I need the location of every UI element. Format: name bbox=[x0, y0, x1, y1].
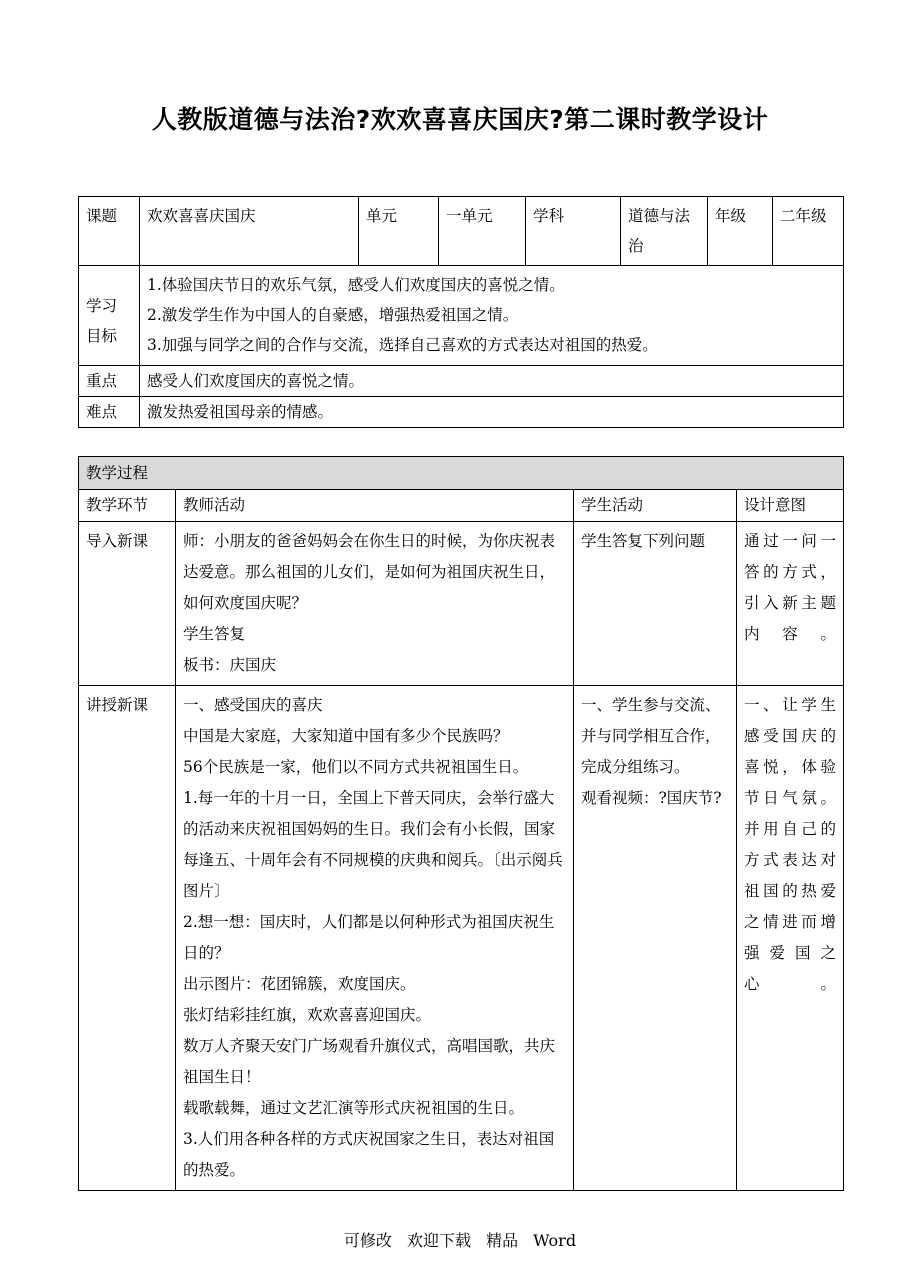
topic-value: 欢欢喜喜庆国庆 bbox=[140, 197, 359, 266]
teacher-activity-paragraph: 3.人们用各种各样的方式庆祝国家之生日，表达对祖国的热爱。 bbox=[183, 1130, 555, 1179]
objective-item: 1.体验国庆节日的欢乐气氛，感受人们欢度国庆的喜悦之情。 bbox=[147, 276, 565, 294]
objective-item: 2.激发学生作为中国人的自豪感，增强热爱祖国之情。 bbox=[147, 306, 519, 324]
objective-item: 3.加强与同学之间的合作与交流，选择自己喜欢的方式表达对祖国的热爱。 bbox=[147, 336, 658, 354]
design-intent-cell bbox=[737, 522, 844, 686]
process-section-title: 教学过程 bbox=[79, 457, 844, 490]
table-row bbox=[79, 522, 844, 686]
design-intent-text: 一、让学生感受国庆的喜悦，体验节日气氛。并用自己的方式表达对祖国的热爱之情进而增强爱国之心。 bbox=[744, 696, 837, 993]
grade-value: 二年级 bbox=[773, 197, 844, 266]
lesson-info-table bbox=[78, 196, 844, 428]
grade-label: 年级 bbox=[708, 197, 773, 266]
key-point-value: 感受人们欢度国庆的喜悦之情。 bbox=[140, 366, 844, 397]
difficulty-value: 激发热爱祖国母亲的情感。 bbox=[140, 397, 844, 428]
teacher-activity-paragraph: 学生答复 bbox=[183, 625, 246, 643]
footer-note: 可修改 欢迎下载 精品 Word bbox=[343, 1231, 577, 1250]
subject-value: 道德与法治 bbox=[621, 197, 708, 266]
teacher-activity-paragraph: 师：小朋友的爸爸妈妈会在你生日的时候，为你庆祝表达爱意。那么祖国的儿女们，是如何为祖国庆祝生日，如何欢度国庆呢？ bbox=[183, 532, 556, 612]
unit-label: 单元 bbox=[359, 197, 439, 266]
table-row bbox=[79, 686, 844, 1191]
student-activity-cell bbox=[574, 522, 737, 686]
teacher-activity-paragraph: 中国是大家庭，大家知道中国有多少个民族吗？ bbox=[183, 727, 509, 745]
page-title: 人教版道德与法治?欢欢喜喜庆国庆?第二课时教学设计 bbox=[151, 105, 769, 134]
teaching-process-table bbox=[78, 456, 844, 1191]
teacher-activity-paragraph: 2.想一想：国庆时，人们都是以何种形式为祖国庆祝生日的？ bbox=[183, 913, 555, 962]
difficulty-label: 难点 bbox=[79, 397, 140, 428]
teacher-activity-paragraph: 出示图片：花团锦簇，欢度国庆。 bbox=[183, 975, 416, 993]
student-activity-paragraph: 观看视频：?国庆节? bbox=[581, 789, 722, 807]
teacher-activity-paragraph: 板书：庆国庆 bbox=[183, 656, 277, 674]
objectives-label-text: 学习目标 bbox=[86, 296, 118, 345]
student-activity-paragraph: 学生答复下列问题 bbox=[581, 532, 706, 550]
teacher-activity-paragraph: 数万人齐聚天安门广场观看升旗仪式，高唱国歌，共庆祖国生日！ bbox=[183, 1037, 556, 1086]
objectives-label bbox=[79, 266, 140, 366]
teacher-activity-paragraph: 一、感受国庆的喜庆 bbox=[183, 696, 323, 714]
design-intent-text: 通过一问一答的方式，引入新主题内容。 bbox=[744, 532, 837, 643]
teacher-activity-cell bbox=[176, 686, 574, 1191]
teacher-activity-paragraph: 张灯结彩挂红旗，欢欢喜喜迎国庆。 bbox=[183, 1006, 432, 1024]
teacher-activity-paragraph: 载歌载舞，通过文艺汇演等形式庆祝祖国的生日。 bbox=[183, 1099, 525, 1117]
subject-label: 学科 bbox=[526, 197, 621, 266]
header-teacher: 教师活动 bbox=[176, 490, 574, 522]
stage-cell: 导入新课 bbox=[79, 522, 176, 686]
teacher-activity-paragraph: 1.每一年的十月一日，全国上下普天同庆，会举行盛大的活动来庆祝祖国妈妈的生日。我们会有小长假，国家每逢五、十周年会有不同规模的庆典和阅兵。〔出示阅兵图片〕 bbox=[183, 789, 563, 900]
unit-value: 一单元 bbox=[439, 197, 526, 266]
student-activity-cell bbox=[574, 686, 737, 1191]
teacher-activity-cell bbox=[176, 522, 574, 686]
stage-cell: 讲授新课 bbox=[79, 686, 176, 1191]
objectives-list bbox=[140, 266, 844, 366]
header-intent: 设计意图 bbox=[737, 490, 844, 522]
header-student: 学生活动 bbox=[574, 490, 737, 522]
topic-label: 课题 bbox=[79, 197, 140, 266]
design-intent-cell bbox=[737, 686, 844, 1191]
teacher-activity-paragraph: 56个民族是一家，他们以不同方式共祝祖国生日。 bbox=[183, 758, 529, 776]
key-point-label: 重点 bbox=[79, 366, 140, 397]
student-activity-paragraph: 一、学生参与交流、并与同学相互合作，完成分组练习。 bbox=[581, 696, 721, 776]
header-stage: 教学环节 bbox=[79, 490, 176, 522]
